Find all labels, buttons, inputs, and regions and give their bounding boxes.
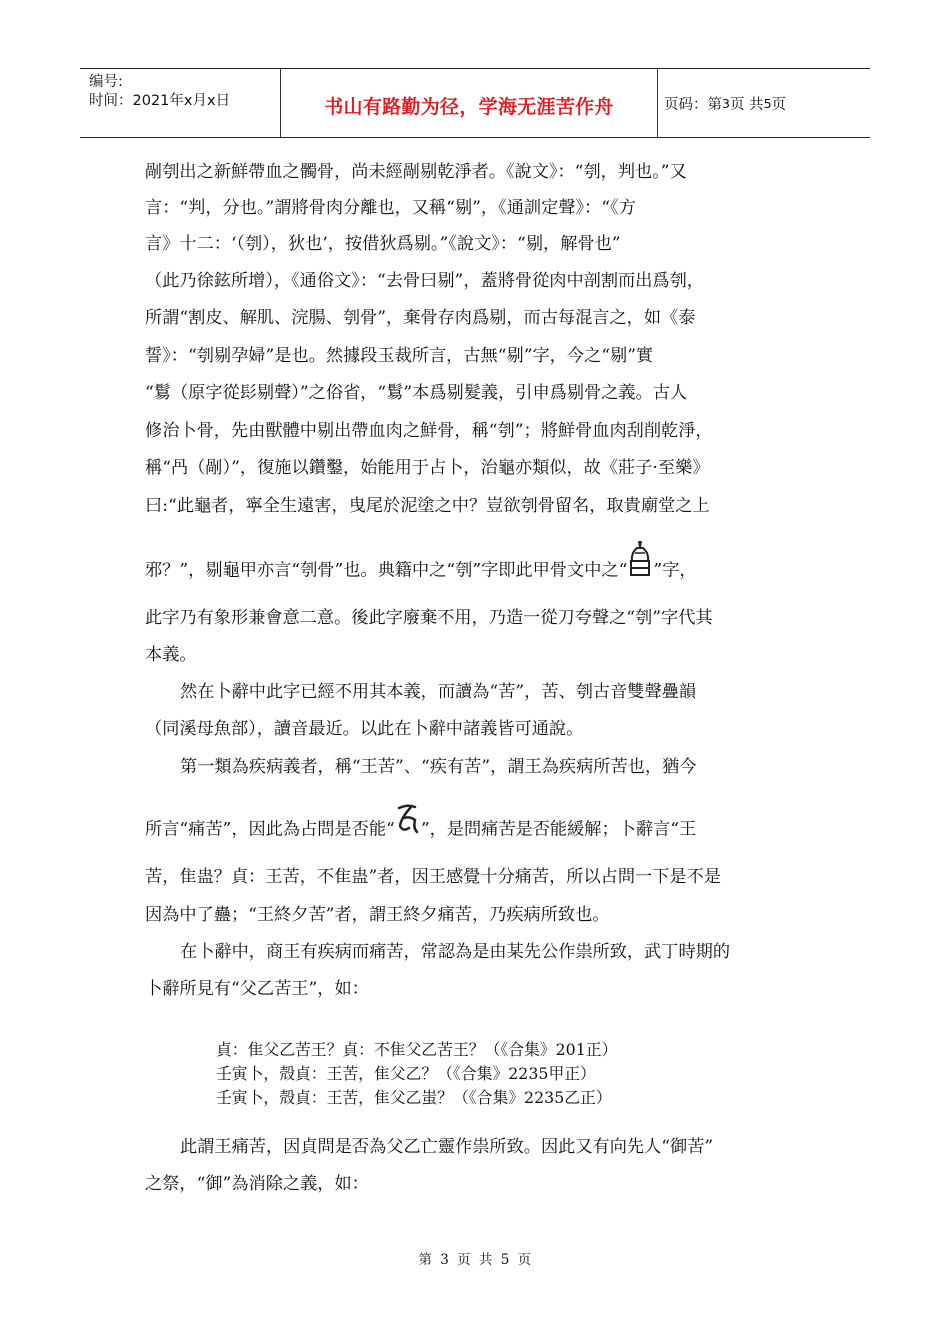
text-line: 本義。 <box>145 645 197 665</box>
page-total: 5 <box>763 95 772 111</box>
text-segment: 所言“痛苦”，因此為占問是否能“ <box>145 819 395 840</box>
motto: 书山有路勤为径，学海无涯苦作舟 <box>324 95 614 118</box>
text-line: 言》十二：‘（刳），狄也’，按借狄爲剔。”《說文》：“剔，解骨也” <box>145 234 621 254</box>
text-line: 誓》：“刳剔孕婦”是也。然據段玉裁所言，古無“剔”字，今之“剔”實 <box>145 346 654 366</box>
text-line: 所謂“割皮、解肌、浣腸、刳骨”，棄骨存肉爲剔，而古每混言之，如《泰 <box>145 308 696 328</box>
text-line: 第一類為疾病義者，稱“王苦”、“疾有苦”，謂王為疾病所苦也，猶今 <box>180 757 697 777</box>
document-time: 时间：2021年x月x日 <box>89 93 231 109</box>
text-line: 稱“冎（剮）”，復施以鑽鑿，始能用于占卜，治龜亦類似，故《莊子·至樂》 <box>145 458 710 478</box>
text-line-with-glyph <box>145 818 696 842</box>
text-line: “鬄（原字從髟剔聲）”之俗省，“鬄”本爲剔髮義，引申爲剔骨之義。古人 <box>145 383 688 403</box>
text-line: 之祭，“御”為消除之義，如： <box>145 1174 369 1194</box>
text-line: 然在卜辭中此字已經不用其本義，而讀為“苦”，苦、刳古音雙聲疊韻 <box>180 682 697 702</box>
text-line: 修治卜骨，先由獸體中剔出帶血肉之鮮骨，稱“刳”；將鮮骨血肉刮削乾淨， <box>145 421 713 441</box>
oracle-bone-glyph-image <box>627 557 653 585</box>
footer-prefix: 第 <box>418 1252 433 1268</box>
footer-current-page: 3 <box>440 1252 450 1268</box>
text-line: （此乃徐鉉所增），《通俗文》：“去骨曰剔”，蓋將骨從肉中剖割而出爲刳， <box>145 271 704 291</box>
footer-suffix: 页 <box>517 1252 532 1268</box>
text-line-with-glyph <box>145 557 697 585</box>
text-line: （同溪母魚部），讀音最近。以此在卜辭中諸義皆可通說。 <box>145 719 584 739</box>
text-line: 曰:“此龜者，寧全生遠害，曳尾於泥塗之中？豈欲刳骨留名，取貴廟堂之上 <box>145 496 710 516</box>
page-suffix: 页 <box>771 96 787 113</box>
text-line: 言：“判，分也。”謂將骨肉分離也，又稱“剔”，《通訓定聲》：“《方 <box>145 198 636 218</box>
footer-mid: 页 共 <box>457 1252 493 1268</box>
quote-line: 貞：隹父乙苦王？貞：不隹父乙苦王？（《合集》201正） <box>216 1040 618 1059</box>
text-line: 剮刳出之新鮮帶血之髑骨，尚未經剮剔乾淨者。《說文》：“刳，判也。”又 <box>145 162 687 182</box>
quote-line: 壬寅卜，殻貞：王苦，隹父乙？（《合集》2235甲正） <box>216 1064 596 1083</box>
footer-total-pages: 5 <box>500 1252 510 1268</box>
text-line: 在卜辭中，商王有疾病而痛苦，常認為是由某先公作祟所致，武丁時期的 <box>180 942 731 962</box>
text-segment: ”，是問痛苦是否能緩解；卜辭言“王 <box>420 819 697 840</box>
oracle-bone-glyph-image <box>395 818 421 842</box>
page-prefix: 页码：第 <box>664 96 722 113</box>
text-line: 此字乃有象形兼會意二意。後此字廢棄不用，乃造一從刀夸聲之“刳”字代其 <box>145 608 713 628</box>
page-current: 3 <box>722 95 730 111</box>
text-line: 因為中了蠱；“王終夕苦”者，謂王終夕痛苦，乃疾病所致也。 <box>145 905 610 925</box>
quote-line: 壬寅卜，殻貞：王苦，隹父乙蚩？（《合集》2235乙正） <box>216 1088 612 1107</box>
document-number-label: 编号: <box>89 74 123 90</box>
text-segment: ”字， <box>653 560 697 581</box>
text-line: 此謂王痛苦，因貞問是否為父乙亡靈作祟所致。因此又有向先人“御苦” <box>180 1137 714 1157</box>
page-footer <box>0 1248 950 1268</box>
text-segment: 邪？”，剔龜甲亦言“刳骨”也。典籍中之“刳”字即此甲骨文中之“ <box>145 560 628 581</box>
text-line: 苦，隹蛊？貞：王苦，不隹蛊”者，因王感覺十分痛苦，所以占問一下是不是 <box>145 867 721 887</box>
text-line: 卜辭所見有“父乙苦王”，如： <box>145 979 369 999</box>
page-mid: 页 共 <box>729 96 764 113</box>
